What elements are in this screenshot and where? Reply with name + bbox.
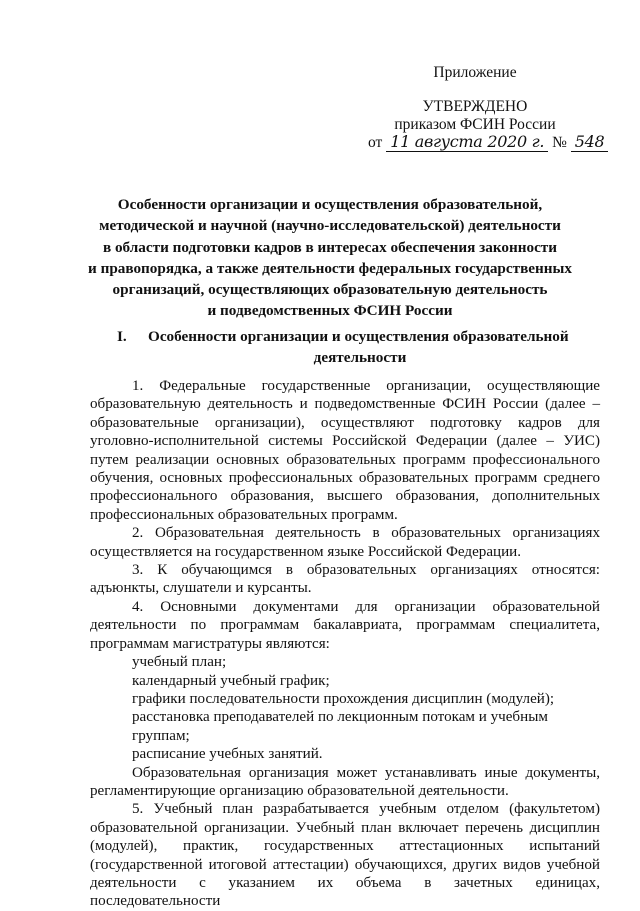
approved-label: УТВЕРЖДЕНО [422,98,528,115]
paragraph-4b: Образовательная организация может устанавливать иные документы, регламентирующие организацию образовательной деятельности. [90,764,600,799]
title-line: и подведомственных ФСИН России [207,302,453,320]
section-number: I. [117,328,127,345]
appendix-label: Приложение [433,64,517,81]
title-line: Особенности организации и осуществления образовательной, [117,196,543,213]
title-line: методической и научной (научно-исследовательской) деятельности [99,217,561,235]
order-date-line [368,132,608,152]
number-label: № [552,134,567,151]
from-label: от [368,134,383,151]
paragraph-5: 5. Учебный план разрабатывается учебным отделом (факультетом) образовательной организации. Учебный план включает перечень дисциплин (модулей), практик, государственных аттестационных испытаний (государственной итоговой аттестации) обучающихся, других видов учебной деятельности с указанием их объема в зачетных единицах, последовательности [90,801,600,910]
title-line: организаций, осуществляющих образовательную деятельность [112,281,548,299]
handwritten-date: 11 августа 2020 г. [386,132,548,152]
list-item: графики последовательности прохождения дисциплин (модулей); [132,690,555,707]
paragraph-1: 1. Федеральные государственные организации, осуществляющие образовательную деятельность и подведомственные ФСИН России (далее – образовательные организации), осуществляют подготовку кадров для уголовно-исполнительной системы Российской Федерации (далее – УИС) путем реализации основных образовательных программ профессионального обучения, основных профессиональных образовательных программ среднего профессионального образования, высшего образования, дополнительных профессиональных образовательных программ. [90,378,600,523]
list-item: календарный учебный график; [132,672,330,689]
document-title [70,194,590,322]
order-label: приказом ФСИН России [394,116,556,133]
list-item: учебный план; [132,654,227,671]
title-line: и правопорядка, а также деятельности федеральных государственных [88,259,572,277]
section-title-line: деятельности [313,348,407,366]
list-item: расстановка преподавателей по лекционным потокам и учебным группам; [132,709,548,744]
section-title-line: Особенности организации и осуществления образовательной [148,328,569,345]
title-line: в области подготовки кадров в интересах обеспечения законности [102,238,558,256]
paragraph-2: 2. Образовательная деятельность в образовательных организациях осуществляется на государственном языке Российской Федерации. [90,525,600,560]
document-body [90,377,600,911]
list-item: расписание учебных занятий. [132,746,323,763]
paragraph-4: 4. Основными документами для организации образовательной деятельности по программам бакалавриата, программам специалитета, программам магистратуры являются: [90,598,600,652]
paragraph-3: 3. К обучающимся в образовательных организациях относятся: адъюнкты, слушатели и курсанты. [90,562,600,597]
handwritten-number: 548 [571,132,609,152]
